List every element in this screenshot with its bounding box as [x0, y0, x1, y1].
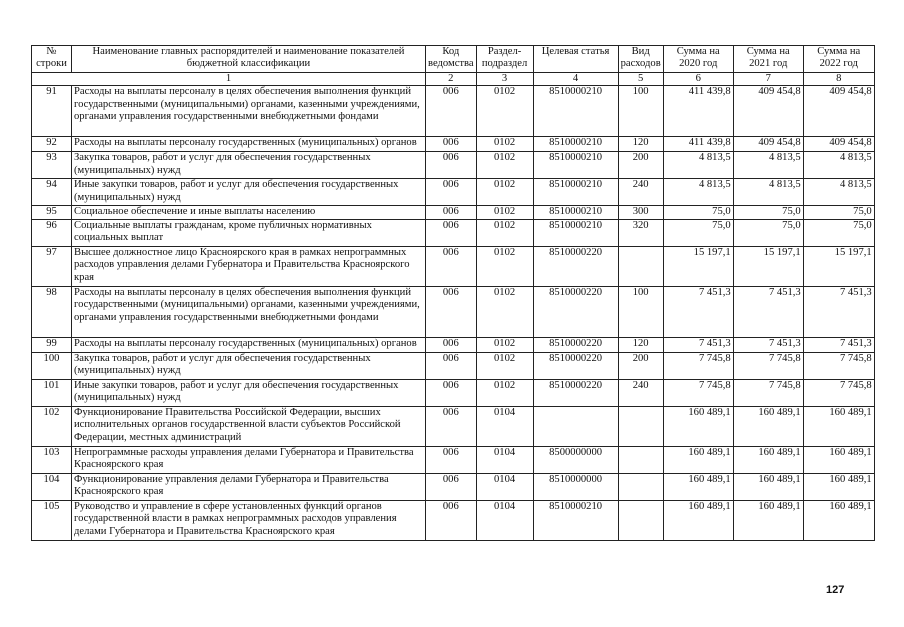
section-cell: 0102 [476, 179, 533, 206]
sum-2021-cell: 160 489,1 [733, 446, 803, 473]
page-number: 127 [826, 584, 845, 596]
sum-2020-cell: 160 489,1 [663, 500, 733, 540]
sum-2021-cell: 75,0 [733, 219, 803, 246]
section-cell: 0102 [476, 206, 533, 220]
article-cell [533, 406, 618, 446]
expense-type-cell: 240 [618, 379, 663, 406]
expense-type-cell: 300 [618, 206, 663, 220]
dept-code-cell: 006 [426, 406, 477, 446]
dept-code-cell: 006 [426, 206, 477, 220]
section-cell: 0102 [476, 352, 533, 379]
article-cell: 8510000210 [533, 206, 618, 220]
row-name-cell: Руководство и управление в сфере установленных функций органов государственной власти в рамках непрограммных расходов управления делами Губернатора и Правительства Красноярского края [72, 500, 426, 540]
table-row [32, 246, 875, 286]
expense-type-cell [618, 473, 663, 500]
section-cell: 0102 [476, 137, 533, 152]
header-sum-2022: Сумма на 2022 год [803, 46, 874, 73]
table-row [32, 206, 875, 220]
sum-2020-cell: 7 451,3 [663, 286, 733, 337]
row-name-cell: Функционирование управления делами Губернатора и Правительства Красноярского края [72, 473, 426, 500]
sum-2022-cell: 409 454,8 [803, 137, 874, 152]
sum-2020-cell: 15 197,1 [663, 246, 733, 286]
budget-table [31, 45, 875, 541]
expense-type-cell: 200 [618, 352, 663, 379]
sum-2022-cell: 7 451,3 [803, 286, 874, 337]
row-number-cell: 99 [32, 337, 72, 352]
dept-code-cell: 006 [426, 179, 477, 206]
sum-2021-cell: 15 197,1 [733, 246, 803, 286]
sum-2022-cell: 4 813,5 [803, 179, 874, 206]
table-row [32, 286, 875, 337]
dept-code-cell: 006 [426, 286, 477, 337]
dept-code-cell: 006 [426, 219, 477, 246]
section-cell: 0102 [476, 337, 533, 352]
row-number-cell: 93 [32, 152, 72, 179]
sum-2021-cell: 160 489,1 [733, 473, 803, 500]
row-name-cell: Социальные выплаты гражданам, кроме публичных нормативных социальных выплат [72, 219, 426, 246]
sum-2020-cell: 160 489,1 [663, 473, 733, 500]
column-number: 1 [32, 73, 426, 86]
row-number-cell: 96 [32, 219, 72, 246]
row-number-cell: 97 [32, 246, 72, 286]
column-number-row [32, 73, 875, 86]
sum-2021-cell: 4 813,5 [733, 152, 803, 179]
expense-type-cell [618, 500, 663, 540]
sum-2022-cell: 160 489,1 [803, 446, 874, 473]
section-cell: 0104 [476, 446, 533, 473]
sum-2021-cell: 7 745,8 [733, 379, 803, 406]
article-cell: 8510000220 [533, 352, 618, 379]
sum-2020-cell: 160 489,1 [663, 406, 733, 446]
header-expense-type: Вид расходов [618, 46, 663, 73]
row-name-cell: Закупка товаров, работ и услуг для обеспечения государственных (муниципальных) нужд [72, 352, 426, 379]
dept-code-cell: 006 [426, 137, 477, 152]
table-row [32, 137, 875, 152]
sum-2021-cell: 409 454,8 [733, 86, 803, 137]
section-cell: 0102 [476, 219, 533, 246]
sum-2022-cell: 160 489,1 [803, 473, 874, 500]
dept-code-cell: 006 [426, 352, 477, 379]
dept-code-cell: 006 [426, 446, 477, 473]
article-cell: 8510000000 [533, 473, 618, 500]
expense-type-cell: 100 [618, 286, 663, 337]
row-name-cell: Расходы на выплаты персоналу государственных (муниципальных) органов [72, 137, 426, 152]
sum-2022-cell: 7 451,3 [803, 337, 874, 352]
expense-type-cell [618, 446, 663, 473]
article-cell: 8510000210 [533, 152, 618, 179]
article-cell: 8510000210 [533, 86, 618, 137]
sum-2020-cell: 7 745,8 [663, 352, 733, 379]
article-cell: 8510000210 [533, 219, 618, 246]
header-article: Целевая статья [533, 46, 618, 73]
section-cell: 0104 [476, 406, 533, 446]
header-sum-2021: Сумма на 2021 год [733, 46, 803, 73]
row-name-cell: Иные закупки товаров, работ и услуг для обеспечения государственных (муниципальных) нужд [72, 379, 426, 406]
row-number-cell: 91 [32, 86, 72, 137]
table-row [32, 446, 875, 473]
expense-type-cell: 120 [618, 137, 663, 152]
sum-2021-cell: 75,0 [733, 206, 803, 220]
row-name-cell: Высшее должностное лицо Красноярского края в рамках непрограммных расходов управления делами Губернатора и Правительства Красноярского края [72, 246, 426, 286]
table-row [32, 86, 875, 137]
dept-code-cell: 006 [426, 152, 477, 179]
table-row [32, 352, 875, 379]
row-number-cell: 92 [32, 137, 72, 152]
dept-code-cell: 006 [426, 246, 477, 286]
dept-code-cell: 006 [426, 86, 477, 137]
section-cell: 0102 [476, 379, 533, 406]
column-number: 5 [618, 73, 663, 86]
dept-code-cell: 006 [426, 473, 477, 500]
dept-code-cell: 006 [426, 379, 477, 406]
dept-code-cell: 006 [426, 337, 477, 352]
expense-type-cell: 100 [618, 86, 663, 137]
table-row [32, 337, 875, 352]
article-cell: 8510000210 [533, 137, 618, 152]
sum-2022-cell: 160 489,1 [803, 406, 874, 446]
row-number-cell: 102 [32, 406, 72, 446]
row-number-cell: 94 [32, 179, 72, 206]
row-number-cell: 100 [32, 352, 72, 379]
sum-2021-cell: 7 745,8 [733, 352, 803, 379]
header-row [32, 46, 875, 73]
expense-type-cell [618, 406, 663, 446]
table-body [32, 86, 875, 541]
row-number-cell: 98 [32, 286, 72, 337]
section-cell: 0104 [476, 473, 533, 500]
article-cell: 8500000000 [533, 446, 618, 473]
table-row [32, 219, 875, 246]
section-cell: 0104 [476, 500, 533, 540]
table-row [32, 473, 875, 500]
header-row-number: № строки [32, 46, 72, 73]
section-cell: 0102 [476, 246, 533, 286]
sum-2022-cell: 75,0 [803, 219, 874, 246]
row-name-cell: Социальное обеспечение и иные выплаты населению [72, 206, 426, 220]
sum-2022-cell: 160 489,1 [803, 500, 874, 540]
row-number-cell: 104 [32, 473, 72, 500]
row-name-cell: Закупка товаров, работ и услуг для обеспечения государственных (муниципальных) нужд [72, 152, 426, 179]
header-section: Раздел-подраздел [476, 46, 533, 73]
row-number-cell: 101 [32, 379, 72, 406]
expense-type-cell [618, 246, 663, 286]
sum-2020-cell: 75,0 [663, 219, 733, 246]
table-row [32, 406, 875, 446]
row-name-cell: Непрограммные расходы управления делами Губернатора и Правительства Красноярского края [72, 446, 426, 473]
sum-2021-cell: 7 451,3 [733, 286, 803, 337]
header-name: Наименование главных распорядителей и наименование показателей бюджетной классификации [72, 46, 426, 73]
sum-2021-cell: 160 489,1 [733, 500, 803, 540]
column-number: 7 [733, 73, 803, 86]
sum-2020-cell: 160 489,1 [663, 446, 733, 473]
sum-2021-cell: 409 454,8 [733, 137, 803, 152]
column-number: 2 [426, 73, 477, 86]
table-row [32, 179, 875, 206]
article-cell: 8510000210 [533, 500, 618, 540]
sum-2022-cell: 15 197,1 [803, 246, 874, 286]
column-number: 3 [476, 73, 533, 86]
sum-2021-cell: 7 451,3 [733, 337, 803, 352]
expense-type-cell: 240 [618, 179, 663, 206]
sum-2020-cell: 75,0 [663, 206, 733, 220]
sum-2020-cell: 411 439,8 [663, 86, 733, 137]
table-row [32, 152, 875, 179]
row-name-cell: Расходы на выплаты персоналу в целях обеспечения выполнения функций государственными (муниципальными) органами, казенными учреждениями, органами управления государственными внебюджетными фондами [72, 86, 426, 137]
article-cell: 8510000220 [533, 337, 618, 352]
sum-2020-cell: 4 813,5 [663, 152, 733, 179]
row-name-cell: Расходы на выплаты персоналу в целях обеспечения выполнения функций государственными (муниципальными) органами, казенными учреждениями, органами управления государственными внебюджетными фондами [72, 286, 426, 337]
expense-type-cell: 120 [618, 337, 663, 352]
expense-type-cell: 320 [618, 219, 663, 246]
column-number: 6 [663, 73, 733, 86]
sum-2021-cell: 160 489,1 [733, 406, 803, 446]
sum-2020-cell: 7 745,8 [663, 379, 733, 406]
article-cell: 8510000220 [533, 246, 618, 286]
row-number-cell: 105 [32, 500, 72, 540]
row-name-cell: Иные закупки товаров, работ и услуг для обеспечения государственных (муниципальных) нужд [72, 179, 426, 206]
sum-2022-cell: 409 454,8 [803, 86, 874, 137]
row-number-cell: 95 [32, 206, 72, 220]
sum-2020-cell: 7 451,3 [663, 337, 733, 352]
section-cell: 0102 [476, 86, 533, 137]
expense-type-cell: 200 [618, 152, 663, 179]
column-number: 8 [803, 73, 874, 86]
header-sum-2020: Сумма на 2020 год [663, 46, 733, 73]
row-name-cell: Расходы на выплаты персоналу государственных (муниципальных) органов [72, 337, 426, 352]
sum-2020-cell: 411 439,8 [663, 137, 733, 152]
article-cell: 8510000220 [533, 286, 618, 337]
sum-2022-cell: 7 745,8 [803, 379, 874, 406]
section-cell: 0102 [476, 152, 533, 179]
sum-2020-cell: 4 813,5 [663, 179, 733, 206]
sum-2022-cell: 4 813,5 [803, 152, 874, 179]
sum-2021-cell: 4 813,5 [733, 179, 803, 206]
sum-2022-cell: 7 745,8 [803, 352, 874, 379]
table-row [32, 500, 875, 540]
article-cell: 8510000220 [533, 379, 618, 406]
table-row [32, 379, 875, 406]
sum-2022-cell: 75,0 [803, 206, 874, 220]
column-number: 4 [533, 73, 618, 86]
header-dept-code: Код ведомства [426, 46, 477, 73]
row-number-cell: 103 [32, 446, 72, 473]
section-cell: 0102 [476, 286, 533, 337]
dept-code-cell: 006 [426, 500, 477, 540]
row-name-cell: Функционирование Правительства Российской Федерации, высших исполнительных органов государственной власти субъектов Российской Федерации, местных администраций [72, 406, 426, 446]
article-cell: 8510000210 [533, 179, 618, 206]
